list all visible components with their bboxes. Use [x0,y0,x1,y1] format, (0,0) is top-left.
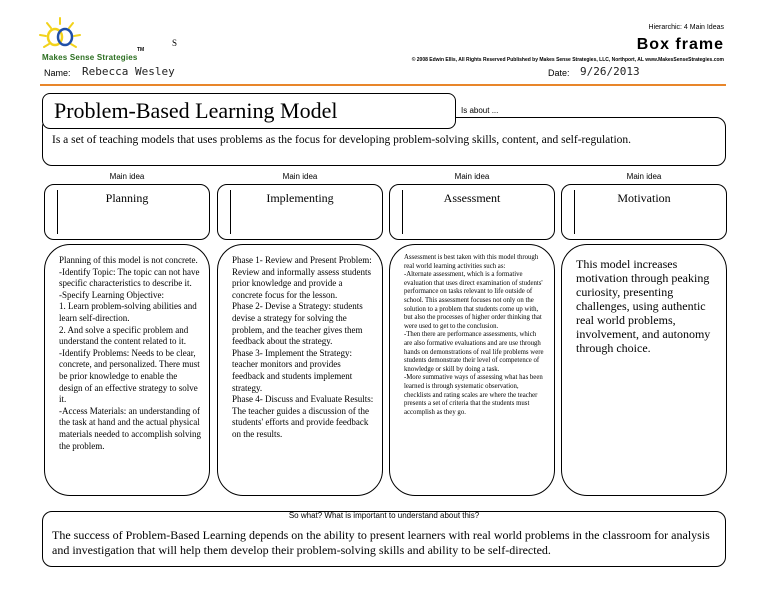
detail-line: Phase 3- Implement the Strategy: teacher monitors and provides feedback and students implement strategy. [232,347,353,393]
main-idea-box-motivation [561,184,727,240]
main-idea-label: Main idea [109,172,145,181]
main-idea-title: Planning [105,191,149,205]
details-text [232,255,374,441]
details-text [404,254,546,417]
detail-line: 1. Learn problem-solving abilities and learn self-direction. [59,301,197,323]
is-about-text: Is a set of teaching models that uses problems as the focus for developing problem-solving skills, content, and self-regulation. [52,134,632,146]
details-text [576,257,718,355]
detail-line: -Access Materials: an understanding of the task at hand and the actual physical materials needed to accomplish solving the problem. [59,405,201,451]
detail-line: 2. And solve a specific problem and understand the content related to it. [59,324,189,347]
is-about-label: Is about ... [461,106,499,115]
main-idea-box-assessment [389,184,555,240]
brand-name: Makes Sense Strategies [42,53,138,62]
header-divider [40,84,726,86]
frame-title: Box frame [636,36,724,53]
main-idea-title: Assessment [443,191,501,205]
detail-line: Phase 4- Discuss and Evaluate Results: The teacher guides a discussion of the students' efforts and provide feedback on the results. [232,394,374,439]
main-idea-title: Implementing [266,191,334,205]
details-box-motivation [561,244,727,496]
details-box-assessment [389,244,555,496]
main-idea-label: Main idea [454,172,490,181]
detail-line: -Then there are performance assessments, which are also formative evaluations and are use through hands on demonstrations of real life problems were students demonstrate their level of competence of knowledge or skill by doing a task. [404,331,544,373]
details-box-implementing [217,244,383,496]
detail-line: -Specify Learning Objective: [59,289,164,300]
topic-title: Problem-Based Learning Model [54,98,338,123]
hierarchic-label: Hierarchic: 4 Main Ideas [648,24,724,31]
name-label: Name: [44,68,71,78]
main-idea-label: Main idea [626,172,662,181]
detail-line: -More summative ways of assessing what has been learned is through systematic observation, checklists and rating scales are where the teacher presents a set of criteria that the students must accomplish as they go. [404,374,543,416]
details-text [59,255,201,452]
main-idea-box-implementing [217,184,383,240]
so-what-label: So what? What is important to understand about this? [288,511,480,520]
detail-line: -Alternate assessment, which is a formative evaluation that uses direct examination of students' performance on tasks relevant to life outside of school. This assessment focuses not only on the solution to a problem that students come up with, but also the processes of higher order thinking that were used to get to the conclusion. [404,271,543,330]
detail-line: -Identify Topic: The topic can not have specific characteristics to describe it. [59,266,200,289]
main-idea-label: Main idea [282,172,318,181]
name-value: Rebecca Wesley [82,65,175,78]
copyright-line: © 2008 Edwin Ellis, All Rights Reserved Published by Makes Sense Strategies, LLC, Northport, AL www.MakesSenseStrategies.com [411,57,724,63]
date-value: 9/26/2013 [580,65,640,78]
main-idea-box-planning [44,184,210,240]
detail-line: Assessment is best taken with this model through real world learning activities such as: [404,254,539,270]
so-what-text: The success of Problem-Based Learning depends on the ability to present learners with real world problems in the classroom for analysis and investigation that will help them develop their problem-solving skills and ability to be self-directed. [52,528,710,557]
makes-sense-logo-icon [36,16,96,56]
detail-line: Phase 2- Devise a Strategy: students devise a strategy for solving the problem, and the teacher gives them feedback about the strategy. [232,301,363,347]
main-idea-title: Motivation [617,191,671,205]
detail-line: Planning of this model is not concrete. [59,255,198,265]
service-mark: S [172,38,178,48]
detail-line: Phase 1- Review and Present Problem: Review and informally assess students prior knowledge and provide a concrete focus for the lesson. [232,255,372,300]
date-label: Date: [548,68,570,78]
trademark-mark: TM [137,47,145,53]
detail-line: This model increases motivation through peaking curiosity, presenting challenges, using authentic real world problems, involvement, and autonomy through choice. [576,257,711,355]
detail-line: -Identify Problems: Needs to be clear, concrete, and personalized. There must be prior knowledge to enable the design of an effective strategy to solve it. [59,347,200,405]
details-box-planning [44,244,210,496]
